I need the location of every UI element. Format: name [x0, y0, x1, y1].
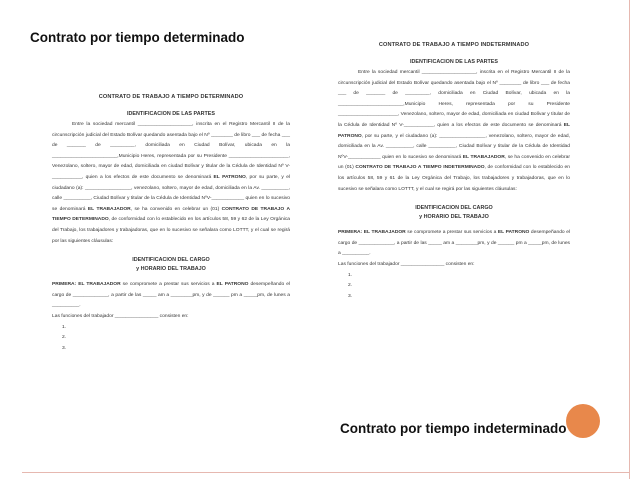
- list-item: 1.: [348, 272, 353, 278]
- label-indeterminado: Contrato por tiempo indeterminado: [340, 421, 567, 436]
- paragraph-partes: Entre la sociedad mercantil ____________________, inscrita en el Registro Mercantil II de la circunscripción judicial del Estado Bolívar quedando asentada bajo el Nº ________ de libro ___ de fecha ___ de _______ de _________, domiciliada en Ciudad Bolívar, ubicada en la ________________________,Municipio Heres, representada por su Presidente ______________________, Venezolano, soltero, mayor de edad, domiciliada en ciudad Bolívar y titular de la Cédula de Identidad Nº V-___________, quien a los efectos de este documento se denominará EL PATRONO, por su parte, y el ciudadano (a): _________________, venezolano, soltero, mayor de edad, domiciliada en la Av. __________, calle __________, Ciudad Bolívar y titular de la Cédula de Identidad NºV-____________ quien en lo sucesivo se denominará EL TRABAJADOR, se ha convenido en celebrar un (01) CONTRATO DE TRABAJO A TIEMPO DETERMINADO, de conformidad con lo establecido en los artículos 58, 59 y 62 de la Ley Orgánica del Trabajo, los trabajadores y trabajadoras, que en lo sucesivo se señalara como LOTTT, y el cual se regirá por las siguientes cláusulas:: [52, 122, 291, 244]
- list-item: 3.: [348, 293, 353, 299]
- contract-document-indeterminado: [338, 42, 570, 302]
- list-item: 3.: [62, 345, 67, 351]
- paragraph-partes: Entre la sociedad mercantil ____________________, inscrita en el Registro Mercantil II de la circunscripción judicial del Estado Bolívar quedando asentada bajo el Nº ________ de libro ___ de fecha ___ de _______ de _________, domiciliada en Ciudad Bolívar, ubicada en la ________________________,Municipio Heres, representada por su Presidente ______________________, Venezolano, soltero, mayor de edad, domiciliada en ciudad Bolívar y titular de la Cédula de Identidad Nº V-___________, quien a los efectos de este documento se denominará EL PATRONO, por su parte, y el ciudadano (a): _________________, venezolano, soltero, mayor de edad, domiciliada en la Av. __________, calle __________, Ciudad Bolívar y titular de la Cédula de Identidad NºV-____________ quien en lo sucesivo se denominará EL TRABAJADOR, se ha convenido en celebrar un (01) CONTRATO DE TRABAJO A TIEMPO INDETERMINADO, de conformidad con lo establecido en los artículos 58, 59 y 61 de la Ley Orgánica del Trabajo, los trabajadores y trabajadoras, que en lo sucesivo se señalara como LOTTT, y el cual se regirá por las siguientes cláusulas:: [338, 70, 570, 192]
- list-item: 2.: [348, 283, 353, 289]
- paragraph-funciones: Las funciones del trabajador ________________ consisten en:: [338, 261, 475, 267]
- section-title-partes: IDENTIFICACION DE LAS PARTES: [410, 59, 498, 65]
- paragraph-primera: PRIMERA: EL TRABAJADOR se compromete a prestar sus servicios a EL PATRONO desempeñando el cargo de _____________, a partir de las _____ am a ________pm, y de ______ pm a _____pm, de lunes a __________.: [52, 282, 291, 309]
- slide-frame-bottom-line: [22, 472, 630, 473]
- section-title-partes: IDENTIFICACION DE LAS PARTES: [127, 111, 215, 117]
- label-determinado: Contrato por tiempo determinado: [30, 30, 245, 45]
- section-title-horario: y HORARIO DEL TRABAJO: [419, 214, 489, 221]
- section-title-horario: y HORARIO DEL TRABAJO: [136, 266, 206, 273]
- paragraph-primera: PRIMERA: EL TRABAJADOR se compromete a prestar sus servicios a EL PATRONO desempeñando el cargo de _____________, a partir de las _____ am a ________pm, y de ______ pm a _____pm, de lunes a __________.: [338, 230, 570, 257]
- section-title-cargo: IDENTIFICACION DEL CARGO: [415, 205, 493, 212]
- list-item: 2.: [62, 335, 67, 341]
- document-title: CONTRATO DE TRABAJO A TIEMPO DETERMINADO: [98, 94, 244, 100]
- list-item: 1.: [62, 324, 67, 330]
- section-title-cargo: IDENTIFICACION DEL CARGO: [132, 257, 210, 264]
- contract-document-determinado: [52, 94, 290, 354]
- paragraph-funciones: Las funciones del trabajador ________________ consisten en:: [52, 313, 189, 319]
- document-title: CONTRATO DE TRABAJO A TIEMPO INDETERMINADO: [378, 42, 530, 48]
- slide-frame-right-line: [629, 0, 630, 479]
- accent-circle: [566, 404, 600, 438]
